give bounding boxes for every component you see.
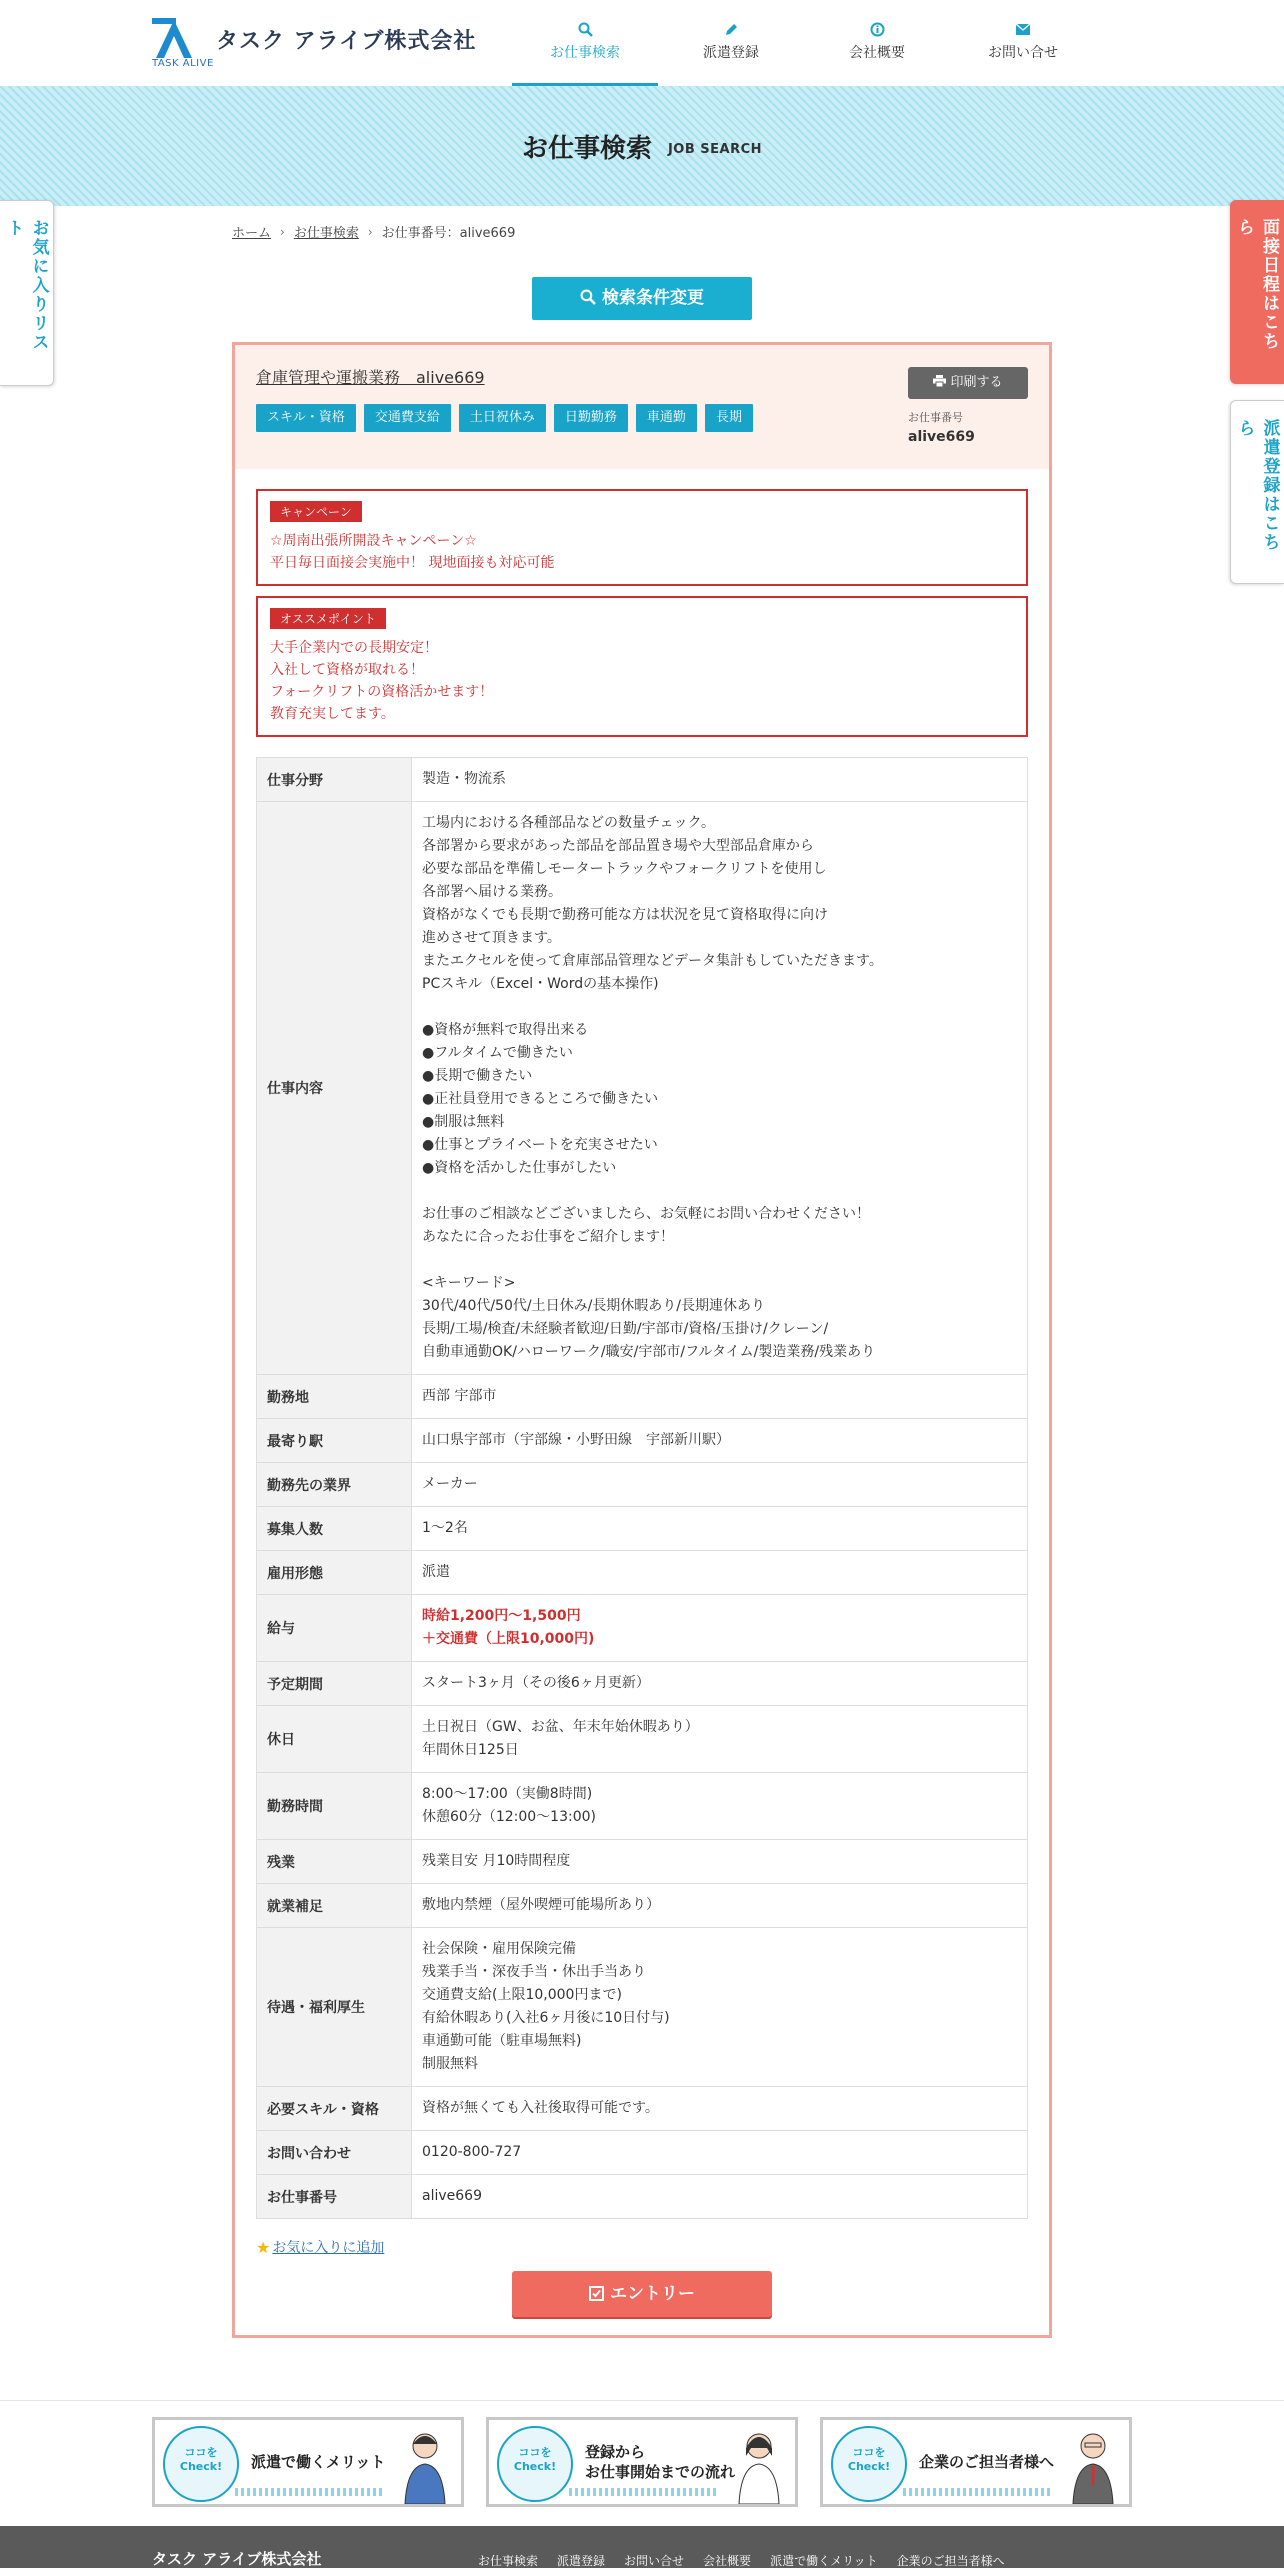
check-text: ココを Check!	[513, 2446, 557, 2473]
job-tag: 土日祝休み	[459, 404, 546, 432]
recommend-line: 教育充実してます。	[270, 706, 395, 722]
spec-label: 給与	[257, 1595, 412, 1662]
banner-stripe	[569, 2488, 719, 2496]
spec-value-line: 社会保険・雇用保険完備	[422, 1941, 576, 1957]
campaign-label: キャンペーン	[270, 501, 362, 522]
spec-value	[412, 1662, 1028, 1706]
spec-value-line: 工場内における各種部品などの数量チェック。	[422, 815, 716, 831]
spec-row	[257, 1507, 1028, 1551]
campaign-line: ☆周南出張所開設キャンペーン☆	[270, 533, 477, 549]
spec-row	[257, 1595, 1028, 1662]
interview-side-label: 面接日程はこちら	[1234, 218, 1279, 351]
job-number-label: お仕事番号	[908, 411, 963, 424]
spec-value	[412, 1884, 1028, 1928]
printer-icon	[933, 375, 946, 387]
spec-label: 勤務先の業界	[257, 1463, 412, 1507]
spec-row	[257, 1928, 1028, 2087]
spec-value-line: 山口県宇部市（宇部線・小野田線 宇部新川駅）	[422, 1432, 730, 1448]
breadcrumb-current: お仕事番号：alive669	[381, 226, 516, 241]
spec-value	[412, 2087, 1028, 2131]
spec-value-line: お仕事のご相談などございましたら、お気軽にお問い合わせください！	[422, 1206, 870, 1222]
footer-link[interactable]: お問い合せ	[624, 2554, 685, 2568]
spec-value-line: 資格がなくでも長期で勤務可能な方は状況を見て資格取得に向け	[422, 907, 828, 923]
spec-value-line: 製造・物流系	[422, 771, 506, 787]
spec-row	[257, 2131, 1028, 2175]
spec-value-line: alive669	[422, 2188, 482, 2204]
banner-flow[interactable]	[486, 2417, 798, 2507]
footer-link[interactable]: 派遣登録	[557, 2554, 606, 2568]
spec-value-line: 交通費支給(上限10,000円まで)	[422, 1987, 622, 2003]
spec-value-line: 必要な部品を準備しモータートラックやフォークリフトを使用し	[422, 861, 827, 877]
spec-label: 就業補足	[257, 1884, 412, 1928]
spec-value	[412, 1419, 1028, 1463]
spec-value	[412, 1551, 1028, 1595]
spec-value-line: 8:00～17:00（実働8時間)	[422, 1786, 593, 1802]
print-label: 印刷する	[950, 375, 1003, 390]
spec-value	[412, 802, 1028, 1375]
spec-value-line: 各部署へ届ける業務。	[422, 884, 562, 900]
campaign-line: 平日毎日面接会実施中！ 現地面接も対応可能	[270, 555, 555, 571]
spec-value	[412, 1507, 1028, 1551]
checkbox-icon	[589, 2286, 604, 2301]
spec-row	[257, 802, 1028, 1375]
spec-label: 勤務時間	[257, 1773, 412, 1840]
spec-value-line: 時給1,200円～1,500円	[422, 1608, 581, 1624]
spec-value	[412, 1928, 1028, 2087]
breadcrumb-home[interactable]: ホーム	[232, 226, 272, 241]
person-illustration-icon	[1065, 2426, 1121, 2504]
spec-row	[257, 1375, 1028, 1419]
spec-value	[412, 1840, 1028, 1884]
footer-link[interactable]: 派遣で働くメリット	[770, 2554, 878, 2568]
spec-value-line: あなたに合ったお仕事をご紹介します！	[422, 1229, 674, 1245]
banner-line: 企業のご担当者様へ	[919, 2453, 1055, 2471]
spec-value-line: 制服無料	[422, 2056, 478, 2072]
logo-subtext: TASK ALIVE	[152, 58, 214, 69]
spec-row	[257, 1662, 1028, 1706]
spec-value-line: メーカー	[422, 1476, 478, 1492]
spec-label: 最寄り駅	[257, 1419, 412, 1463]
spec-value-line: 残業手当・深夜手当・休出手当あり	[422, 1964, 646, 1980]
spec-value	[412, 758, 1028, 802]
spec-value-line: ＋交通費（上限10,000円)	[422, 1631, 595, 1647]
spec-label: 仕事分野	[257, 758, 412, 802]
spec-value-line: またエクセルを使って倉庫部品管理などデータ集計もしていただきます。	[422, 953, 883, 969]
entry-label: エントリー	[610, 2284, 695, 2304]
spec-row	[257, 1551, 1028, 1595]
job-tag: 車通勤	[636, 404, 697, 432]
spec-value-line: 派遣	[422, 1564, 450, 1580]
interview-side-tab[interactable]	[1230, 200, 1284, 384]
spec-row	[257, 1773, 1028, 1840]
mail-icon	[950, 22, 1096, 42]
change-search-button[interactable]	[532, 277, 752, 320]
spec-value-line: 土日祝日（GW、お盆、年末年始休暇あり）	[422, 1719, 699, 1735]
spec-value-line: 年間休日125日	[422, 1742, 519, 1758]
entry-button[interactable]	[512, 2271, 772, 2317]
spec-row	[257, 1840, 1028, 1884]
logo-text: タスク アライブ株式会社	[216, 29, 477, 54]
spec-value-line: 0120-800-727	[422, 2144, 522, 2160]
banner-line: 派遣で働くメリット	[251, 2453, 386, 2471]
spec-value-line: ●正社員登用できるところで働きたい	[422, 1091, 659, 1107]
nav-label: お問い合せ	[988, 45, 1058, 61]
banner-stripe	[903, 2488, 1053, 2496]
spec-value-line	[422, 1180, 1017, 1203]
recommend-line: 大手企業内での長期安定！	[270, 640, 438, 656]
job-tags	[256, 404, 761, 432]
job-tag: 長期	[705, 404, 753, 432]
breadcrumb	[232, 222, 515, 241]
spec-value	[412, 1463, 1028, 1507]
nav-job-search[interactable]	[512, 0, 658, 86]
job-number-value: alive669	[908, 429, 975, 445]
site-logo[interactable]	[152, 18, 477, 70]
pencil-icon	[658, 22, 804, 42]
job-header	[235, 345, 1049, 469]
logo-mark-icon	[152, 18, 210, 62]
footer-link[interactable]: 会社概要	[703, 2554, 752, 2568]
spec-value-line: PCスキル（Excel・Wordの基本操作)	[422, 976, 659, 992]
banner-line: 登録から	[585, 2443, 646, 2461]
nav-label: 会社概要	[849, 45, 905, 61]
spec-label: お仕事番号	[257, 2175, 412, 2219]
spec-value-line: 残業目安 月10時間程度	[422, 1853, 571, 1869]
chevron-right-icon: ›	[280, 224, 285, 239]
banner-stripe	[235, 2488, 385, 2496]
spec-value-line: 敷地内禁煙（屋外喫煙可能場所あり）	[422, 1897, 660, 1913]
spec-value-line: 車通勤可能（駐車場無料)	[422, 2033, 582, 2049]
spec-label: 予定期間	[257, 1662, 412, 1706]
banner-row	[0, 2400, 1284, 2526]
spec-value-line: スタート3ヶ月（その後6ヶ月更新）	[422, 1675, 650, 1691]
spec-label: 仕事内容	[257, 802, 412, 1375]
job-title[interactable]: 倉庫管理や運搬業務 alive669	[256, 368, 485, 387]
spec-value-line: 各部署から要求があった部品を部品置き場や大型部品倉庫から	[422, 838, 814, 854]
nav-label: 派遣登録	[703, 45, 759, 61]
spec-value-line: 有給休暇あり(入社6ヶ月後に10日付与)	[422, 2010, 670, 2026]
search-icon	[512, 22, 658, 42]
spec-value-line	[422, 1249, 1017, 1272]
page-hero	[0, 86, 1284, 206]
spec-label: 募集人数	[257, 1507, 412, 1551]
star-icon: ★	[256, 2237, 271, 2257]
job-tag: 日勤勤務	[554, 404, 628, 432]
breadcrumb-search[interactable]: お仕事検索	[293, 226, 359, 241]
change-search-label: 検索条件変更	[602, 288, 704, 308]
search-icon	[580, 289, 596, 305]
main-nav	[512, 0, 1096, 86]
favorites-side-label: お気に入りリスト	[3, 219, 49, 352]
spec-label: 残業	[257, 1840, 412, 1884]
spec-row	[257, 1884, 1028, 1928]
banner-line: お仕事開始までの流れ	[585, 2463, 736, 2481]
spec-label: 必要スキル・資格	[257, 2087, 412, 2131]
nav-label: お仕事検索	[550, 45, 620, 61]
page-subtitle: JOB SEARCH	[667, 141, 763, 157]
campaign-box	[256, 489, 1028, 586]
spec-label: 休日	[257, 1706, 412, 1773]
nav-contact[interactable]	[950, 0, 1096, 86]
favorites-side-tab[interactable]	[0, 200, 54, 386]
spec-value-line: 休憩60分（12:00～13:00)	[422, 1809, 596, 1825]
info-icon	[804, 22, 950, 42]
footer-link[interactable]: 企業のご担当者様へ	[896, 2554, 1005, 2568]
person-illustration-icon	[731, 2426, 787, 2504]
spec-value-line: ●フルタイムで働きたい	[422, 1045, 573, 1061]
spec-value-line: 進めさせて頂きます。	[422, 930, 561, 946]
spec-value-line: 1～2名	[422, 1520, 468, 1536]
job-card	[232, 342, 1052, 2338]
spec-row	[257, 1419, 1028, 1463]
person-illustration-icon	[397, 2426, 453, 2504]
spec-value-line: ●制服は無料	[422, 1114, 505, 1130]
spec-value	[412, 1595, 1028, 1662]
register-side-tab[interactable]	[1230, 400, 1284, 584]
job-tag: スキル・資格	[256, 404, 356, 432]
spec-row	[257, 2087, 1028, 2131]
spec-value-line: ●資格が無料で取得出来る	[422, 1022, 589, 1038]
nav-register[interactable]	[658, 0, 804, 86]
spec-value-line: 資格が無くても入社後取得可能です。	[422, 2100, 659, 2116]
spec-row	[257, 758, 1028, 802]
job-tag: 交通費支給	[364, 404, 451, 432]
spec-value	[412, 2175, 1028, 2219]
chevron-right-icon: ›	[367, 224, 373, 239]
print-button[interactable]	[908, 367, 1028, 399]
spec-value-line: ●長期で働きたい	[422, 1068, 533, 1084]
recommend-label: オススメポイント	[270, 608, 386, 629]
spec-value-line: <キーワード>	[422, 1275, 516, 1291]
check-text: ココを Check!	[847, 2446, 891, 2473]
spec-value-line: ●資格を活かした仕事がしたい	[422, 1160, 617, 1176]
spec-value	[412, 1706, 1028, 1773]
spec-value	[412, 1375, 1028, 1419]
add-favorite-link[interactable]: お気に入りに追加	[272, 2240, 385, 2256]
spec-row	[257, 1706, 1028, 1773]
footer-links	[478, 2552, 1024, 2568]
spec-value	[412, 2131, 1028, 2175]
site-footer	[0, 2526, 1284, 2568]
spec-label: 雇用形態	[257, 1551, 412, 1595]
add-favorite[interactable]	[256, 2237, 1049, 2257]
job-spec-table	[256, 757, 1028, 2219]
footer-brand: タスク アライブ株式会社	[152, 2550, 322, 2568]
spec-label: 待遇・福利厚生	[257, 1928, 412, 2087]
check-text: ココを Check!	[179, 2446, 223, 2473]
register-side-label: 派遣登録はこちら	[1234, 419, 1280, 552]
footer-link[interactable]: お仕事検索	[478, 2554, 539, 2568]
spec-value-line: 長期/工場/検査/未経験者歓迎/日勤/宇部市/資格/玉掛け/クレーン/	[422, 1321, 829, 1337]
site-header	[0, 0, 1284, 86]
banner-merit[interactable]	[152, 2417, 464, 2507]
spec-value-line: 自動車通勤OK/ハローワーク/職安/宇部市/フルタイム/製造業務/残業あり	[422, 1344, 876, 1360]
spec-row	[257, 1463, 1028, 1507]
recommend-line: フォークリフトの資格活かせます！	[270, 684, 494, 700]
spec-value-line: 30代/40代/50代/土日休み/長期休暇あり/長期連休あり	[422, 1298, 766, 1314]
spec-value	[412, 1773, 1028, 1840]
banner-client[interactable]	[820, 2417, 1132, 2507]
recommend-line: 入社して資格が取れる！	[270, 662, 424, 678]
spec-value-line: 西部 宇部市	[422, 1388, 497, 1404]
spec-row	[257, 2175, 1028, 2219]
spec-value-line	[422, 996, 1017, 1019]
page-title: お仕事検索	[521, 133, 652, 164]
spec-label: 勤務地	[257, 1375, 412, 1419]
spec-value-line: ●仕事とプライベートを充実させたい	[422, 1137, 658, 1153]
recommend-box	[256, 596, 1028, 737]
spec-label: お問い合わせ	[257, 2131, 412, 2175]
nav-company[interactable]	[804, 0, 950, 86]
